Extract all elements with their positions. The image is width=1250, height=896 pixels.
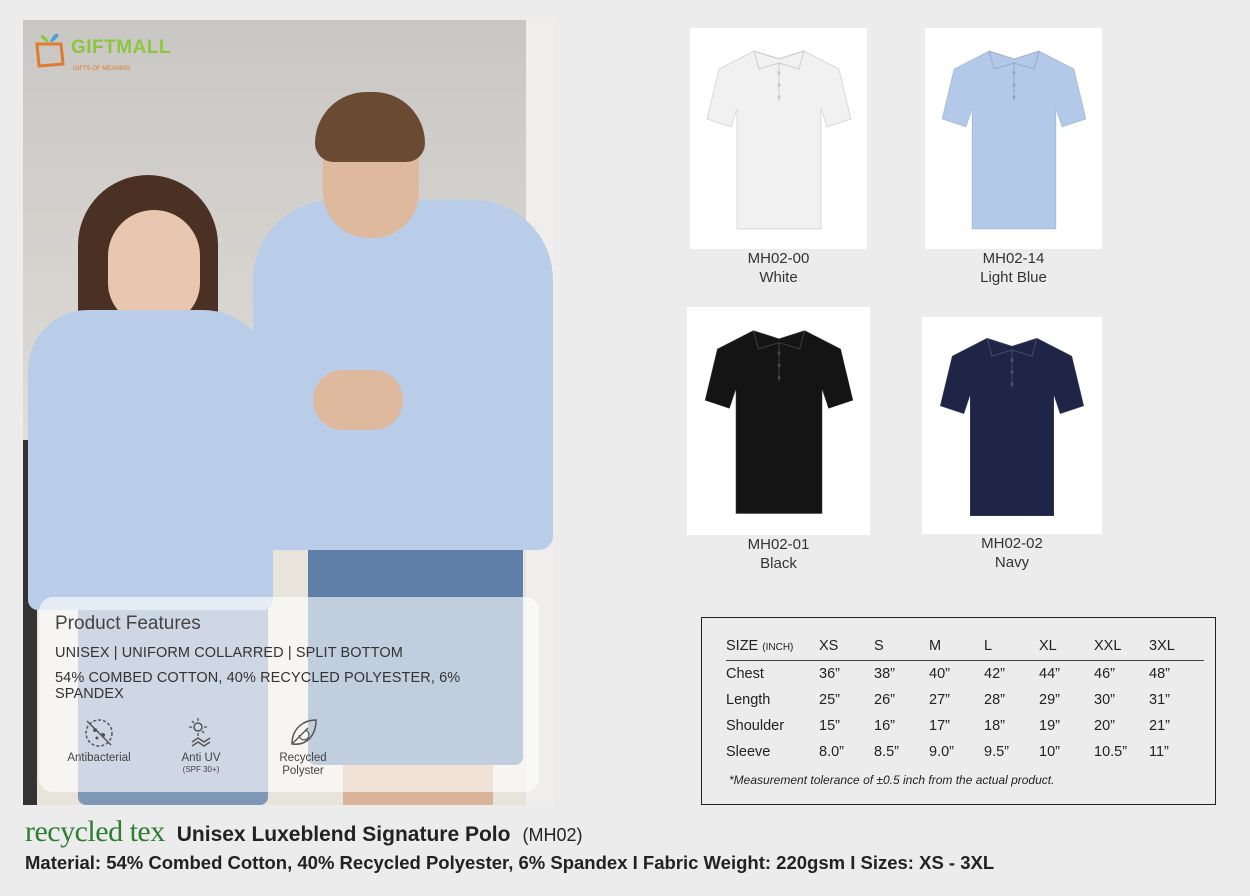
table-cell: 44” [1039,665,1060,682]
logo-text: GIFTMALL [71,37,172,58]
man-arm [313,370,403,430]
giftmall-logo [33,28,172,72]
table-cell: 16” [874,717,895,734]
features-icons [55,716,523,778]
swatch-color-name: Black [760,555,797,572]
swatch-color-name: White [759,269,798,286]
feature-recycled [259,716,347,778]
size-table-header [726,638,1204,661]
swatch-white[interactable] [690,28,867,249]
sun-uv-icon [183,716,219,750]
table-cell: 9.0” [929,743,954,760]
swatch-caption-light-blue [925,249,1102,287]
logo-tagline: GIFTS OF MEANING [73,66,131,72]
table-cell: 26” [874,691,895,708]
product-features-panel [39,597,539,792]
man-polo-shirt [253,200,553,550]
size-label: SIZE [726,638,759,654]
swatch-code: MH02-01 [747,536,810,553]
woman-face [108,210,200,325]
size-header-cell: XL [1039,638,1057,654]
polo-shirt-icon [696,318,862,524]
table-cell: 28” [984,691,1005,708]
product-specs: Material: 54% Combed Cotton, 40% Recycled Polyester, 6% Spandex I Fabric Weight: 220gsm I Sizes: XS - 3XL [25,852,995,873]
gift-box-icon [33,28,67,68]
swatch-code: MH02-14 [982,250,1045,267]
table-cell: 40” [929,665,950,682]
polo-shirt-icon [934,39,1094,239]
table-cell: 20” [1094,717,1115,734]
size-chart [701,617,1216,805]
size-unit: (INCH) [762,642,794,653]
tolerance-note: *Measurement tolerance of ±0.5 inch from the actual product. [729,773,1055,787]
table-cell: 10” [1039,743,1060,760]
product-code: (MH02) [522,825,583,845]
table-cell: 42” [984,665,1005,682]
size-header-cell: XXL [1094,638,1122,654]
product-name: Unisex Luxeblend Signature Polo [176,823,511,846]
swatch-caption-black [687,535,870,573]
size-table [726,638,1204,765]
lifestyle-photo [23,20,554,805]
table-cell: 8.5” [874,743,899,760]
feature-label: Anti UV [181,752,221,764]
table-cell: 19” [1039,717,1060,734]
features-line-2: 54% COMBED COTTON, 40% RECYCLED POLYESTER, 6% SPANDEX [55,670,461,702]
swatch-color-name: Light Blue [980,269,1047,286]
swatch-black[interactable] [687,307,870,535]
row-label: Length [726,691,771,708]
size-header-cell: 3XL [1149,638,1175,654]
man-hair [315,92,425,162]
table-cell: 18” [984,717,1005,734]
table-row [726,739,1204,765]
row-label: Chest [726,665,764,682]
polo-shirt-icon [932,326,1092,526]
swatch-code: MH02-02 [981,535,1043,552]
table-cell: 9.5” [984,743,1009,760]
table-cell: 46” [1094,665,1115,682]
row-label: Shoulder [726,717,785,734]
recycled-tex-logo: recycled tex [25,815,165,848]
table-cell: 15” [819,717,840,734]
swatch-light-blue[interactable] [925,28,1102,249]
row-label: Sleeve [726,743,771,760]
woman-polo-shirt [28,310,273,610]
feature-label: Antibacterial [67,752,131,764]
swatch-caption-white [690,249,867,287]
swatch-caption-navy [922,534,1102,572]
feature-sublabel: (SPF 30+) [182,765,220,775]
table-cell: 10.5” [1094,743,1128,760]
recycle-leaf-icon [285,716,321,750]
feature-anti-uv [157,716,245,778]
feature-label: Recycled Polyster [279,752,327,778]
features-title: Product Features [55,613,201,634]
table-cell: 48” [1149,665,1170,682]
polo-shirt-icon [699,39,859,239]
table-cell: 38” [874,665,895,682]
swatch-navy[interactable] [922,317,1102,534]
size-header-cell: L [984,638,993,654]
table-cell: 29” [1039,691,1060,708]
table-cell: 27” [929,691,950,708]
table-cell: 17” [929,717,950,734]
table-cell: 25” [819,691,840,708]
size-header-cell: XS [819,638,839,654]
table-cell: 31” [1149,691,1170,708]
size-header-label [726,638,819,661]
table-cell: 21” [1149,717,1170,734]
table-row [726,713,1204,739]
swatch-color-name: Navy [994,554,1030,571]
table-cell: 30” [1094,691,1115,708]
size-header-cell: M [929,638,942,654]
size-header-cell: S [874,638,884,654]
table-cell: 36” [819,665,840,682]
feature-antibacterial [55,716,143,778]
table-row [726,661,1204,687]
swatch-code: MH02-00 [747,250,810,267]
table-cell: 8.0” [819,743,844,760]
table-row [726,687,1204,713]
features-line-1: UNISEX | UNIFORM COLLARRED | SPLIT BOTTOM [55,645,403,661]
antibacterial-icon [81,716,117,750]
table-cell: 11” [1149,743,1169,760]
product-title-line [25,815,583,849]
